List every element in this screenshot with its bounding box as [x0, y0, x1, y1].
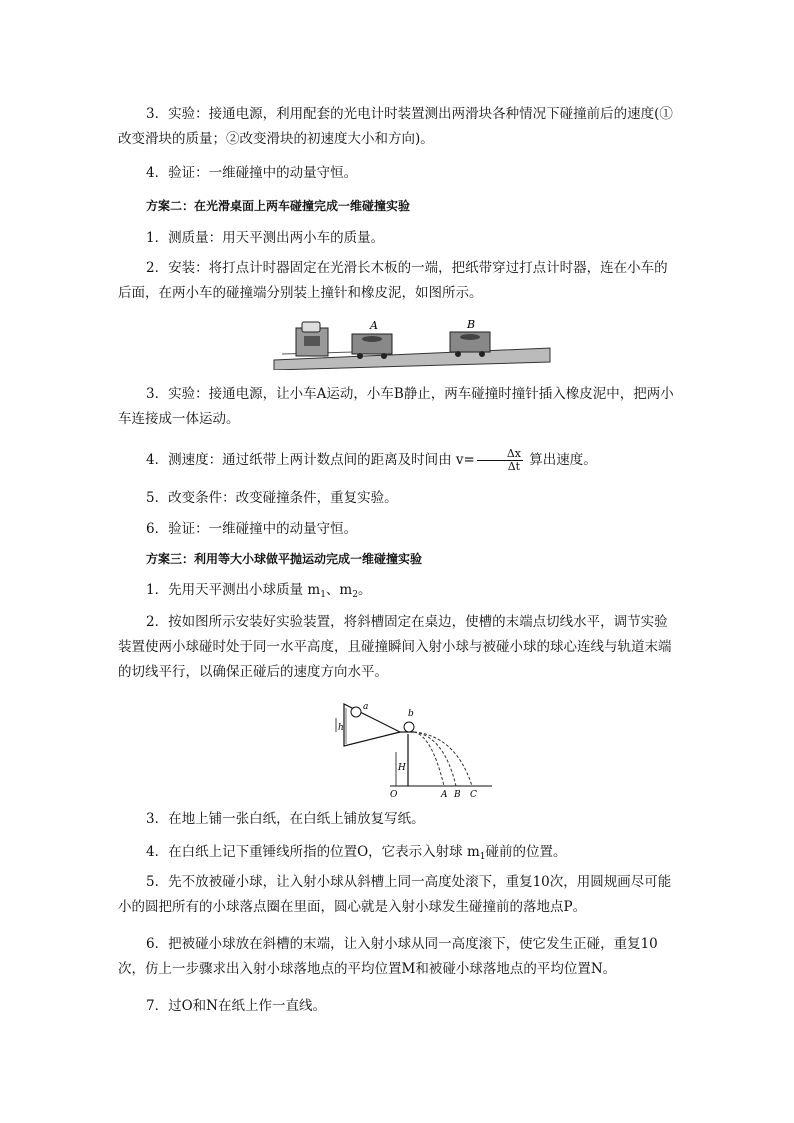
paragraph-plan2-step4 [118, 448, 678, 473]
ball-b-label: b [408, 709, 414, 719]
paragraph-plan3-step5: 5．先不放被碰小球，让入射小球从斜槽上同一高度处滚下，重复10次，用圆规画尽可能小的圆把所有的小球落点圈在里面，圆心就是入射小球发生碰撞前的落地点P。 [118, 874, 672, 915]
point-o-label: O [390, 790, 398, 800]
position-subscript: 1 [479, 852, 486, 862]
paragraph-plan2-step6: 6．验证：一维碰撞中的动量守恒。 [146, 521, 358, 537]
velocity-fraction [477, 448, 523, 473]
figure-two-carts [272, 318, 552, 370]
paragraph-plan3-step4 [118, 840, 678, 870]
speed-formula-suffix: 算出速度。 [524, 452, 597, 468]
height-h-label: h [338, 723, 344, 733]
point-a-label: A [441, 790, 448, 800]
figure-projectile-apparatus [332, 700, 492, 800]
timer-icon [296, 322, 328, 356]
trajectory-b [414, 732, 456, 786]
paragraph-step4-verify: 4．验证：一维碰撞中的动量守恒。 [146, 165, 358, 181]
point-b-label: B [454, 790, 461, 800]
paragraph-plan3-step7: 7．过O和N在纸上作一直线。 [146, 998, 326, 1014]
paragraph-plan2-step5: 5．改变条件：改变碰撞条件，重复实验。 [146, 490, 398, 506]
ball-a-label: a [363, 702, 369, 712]
mass-subscript-2: 2 [352, 590, 358, 600]
section-heading-plan2: 方案二：在光滑桌面上两车碰撞完成一维碰撞实验 [146, 199, 411, 213]
height-H-label: H [398, 763, 406, 773]
ball-a-icon [351, 707, 361, 717]
paragraph-plan2-step3: 3．实验：接通电源，让小车A运动，小车B静止，两车碰撞时撞针插入橡皮泥中，把两小车连接成一体运动。 [118, 386, 674, 427]
speed-formula-prefix: 4．测速度：通过纸带上两计数点间的距离及时间由 v= [146, 452, 475, 468]
paragraph-plan3-step1 [118, 578, 678, 608]
paragraph-step3-experiment: 3．实验：接通电源，利用配套的光电计时装置测出两滑块各种情况下碰撞前后的速度(①改变滑块的质量；②改变滑块的初速度大小和方向)。 [118, 106, 673, 147]
paragraph-plan3-step2: 2．按如图所示安装好实验装置，将斜槽固定在桌边，使槽的末端点切线水平，调节实验装置使两小球碰时处于同一水平高度，且碰撞瞬间入射小球与被碰小球的球心连线与轨道末端的切线平行，以确保正碰后的速度方向水平。 [118, 614, 672, 680]
mass-text-prefix: 1．先用天平测出小球质量 m [146, 582, 321, 598]
trajectory-c [414, 732, 472, 786]
mass-text-suffix: 。 [357, 582, 372, 598]
cart-a-label: A [370, 319, 378, 332]
fraction-numerator: Δx [477, 448, 523, 461]
ball-b-icon [404, 722, 414, 732]
cart-b-label: B [467, 318, 476, 331]
paragraph-plan2-step2: 2．安装：将打点计时器固定在光滑长木板的一端，把纸带穿过打点计时器，连在小车的后面，在两小车的碰撞端分别装上撞针和橡皮泥，如图所示。 [118, 260, 668, 301]
point-c-label: C [470, 790, 477, 800]
paragraph-plan3-step6: 6．把被碰小球放在斜槽的末端，让入射小球从同一高度滚下，使它发生正碰，重复10次，仿上一步骤求出入射小球落地点的平均位置M和被碰小球落地点的平均位置N。 [118, 936, 658, 977]
paragraph-plan3-step3: 3．在地上铺一张白纸，在白纸上铺放复写纸。 [146, 811, 425, 827]
mass-subscript-1: 1 [320, 590, 326, 600]
paragraph-plan2-step1: 1．测质量：用天平测出两小车的质量。 [146, 230, 385, 246]
position-text-prefix: 4．在白纸上记下重锤线所指的位置O，它表示入射球 m [146, 844, 480, 860]
section-heading-plan3: 方案三：利用等大小球做平抛运动完成一维碰撞实验 [146, 552, 423, 566]
fraction-denominator: Δt [507, 460, 521, 473]
mass-text-middle: 、m [325, 582, 353, 598]
position-text-suffix: 碰前的位置。 [485, 844, 567, 860]
